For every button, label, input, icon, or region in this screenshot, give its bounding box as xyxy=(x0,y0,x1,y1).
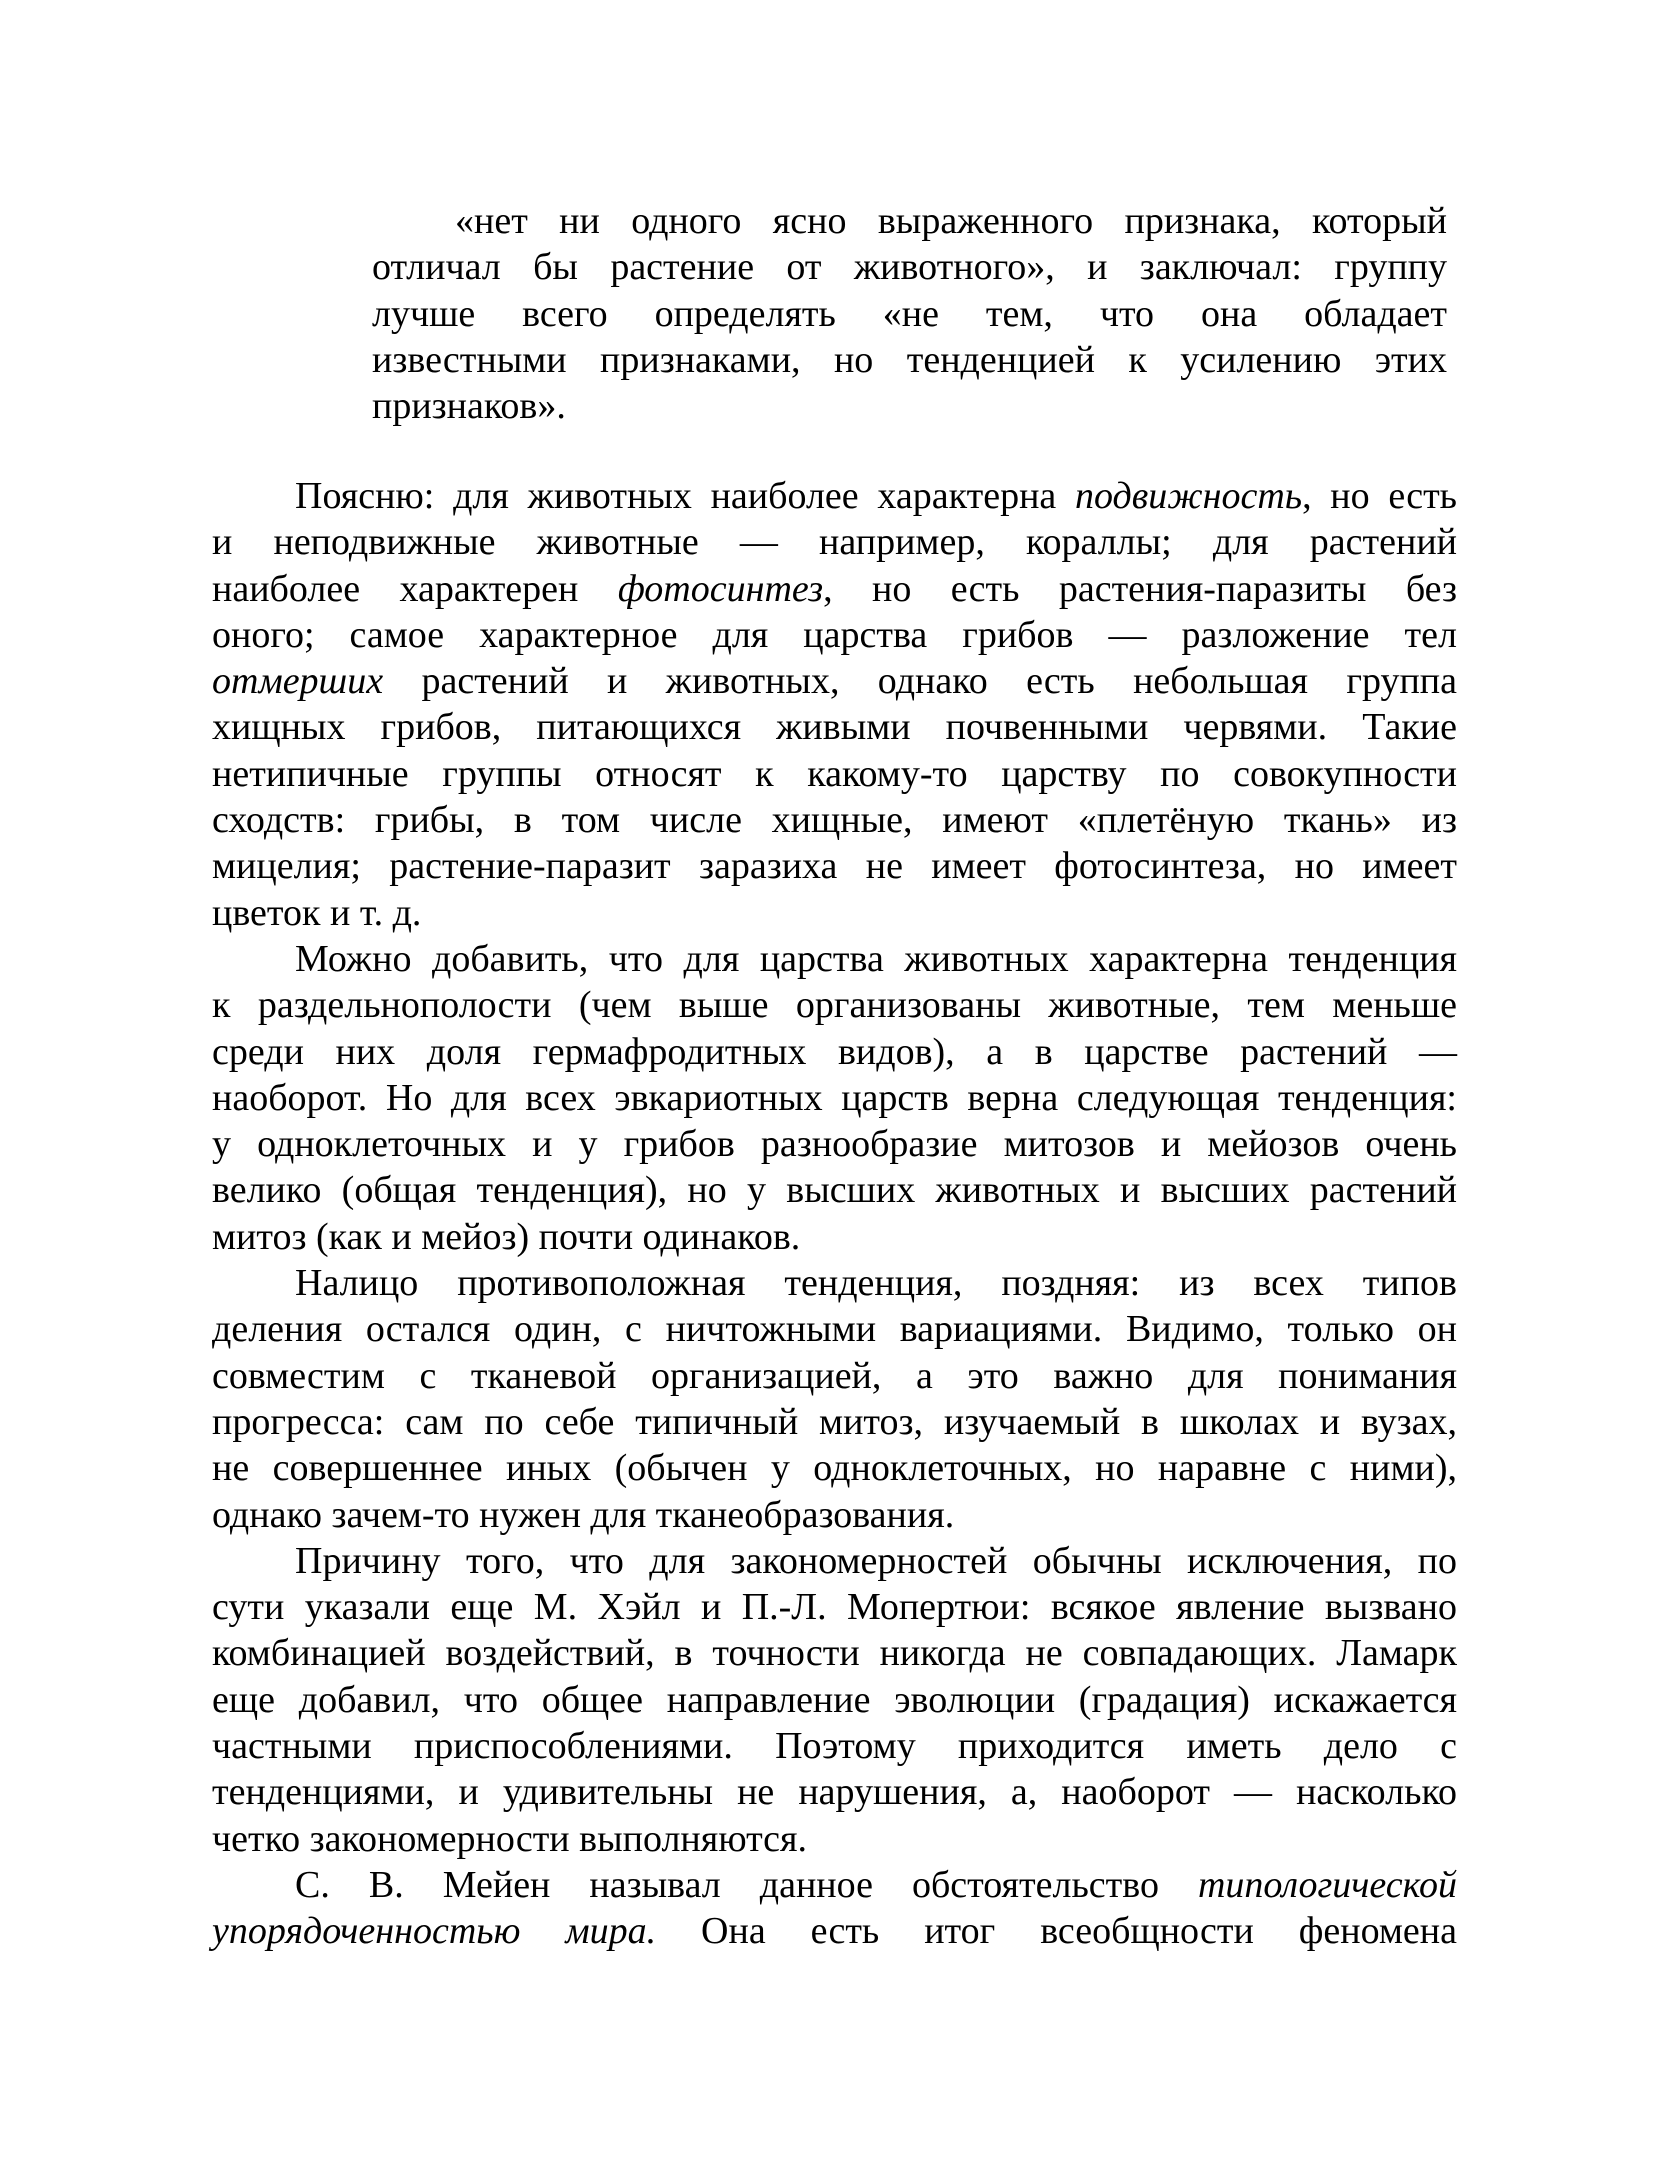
text-segment: хищных грибов, питающихся живыми почвенными червями. Такие xyxy=(212,706,1457,749)
text-segment: мицелия; растение-паразит заразиха не имеет фотосинтеза, но имеет xyxy=(212,845,1457,888)
text-line xyxy=(212,566,1457,612)
italic-text: подвижность xyxy=(1075,475,1303,517)
text-segment: отличал бы растение от животного», и заключал: группу xyxy=(372,246,1447,289)
text-segment: комбинацией воздействий, в точности никогда не совпадающих. Ламарк xyxy=(212,1632,1457,1675)
text-line xyxy=(212,890,1457,936)
text-line xyxy=(372,198,1447,244)
text-segment: растений и животных, однако есть небольшая группа xyxy=(383,660,1457,703)
text-segment: Поясню: для животных наиболее характерна xyxy=(295,475,1076,517)
text-line xyxy=(212,1862,1457,1908)
text-segment: не совершеннее иных (обычен у одноклеточных, но наравне с ними), xyxy=(212,1447,1457,1490)
text-line xyxy=(212,843,1457,889)
paragraph xyxy=(212,1538,1457,1862)
text-line xyxy=(212,1630,1457,1676)
text-segment: еще добавил, что общее направление эволюции (градация) искажается xyxy=(212,1678,1457,1721)
text-segment: С. В. Мейен называл данное обстоятельство xyxy=(295,1863,1198,1906)
text-segment: сходств: грибы, в том числе хищные, имеют «плетёную ткань» из xyxy=(212,799,1457,842)
text-line xyxy=(212,1908,1457,1954)
text-line xyxy=(212,1306,1457,1352)
text-line xyxy=(212,1353,1457,1399)
text-line xyxy=(212,704,1457,750)
text-segment: Причину того, что для закономерностей обычны исключения, по xyxy=(295,1539,1457,1582)
body-text xyxy=(212,473,1457,1955)
text-line xyxy=(212,1584,1457,1630)
text-segment: совместим с тканевой организацией, а это важно для понимания xyxy=(212,1354,1457,1397)
text-line xyxy=(212,1723,1457,1769)
text-line xyxy=(212,1260,1457,1306)
text-line xyxy=(212,1769,1457,1815)
quote-paragraph xyxy=(372,198,1447,429)
text-segment: , но есть xyxy=(1302,475,1458,517)
text-line xyxy=(212,1677,1457,1723)
text-line xyxy=(212,1816,1457,1862)
text-line xyxy=(212,473,1457,519)
text-segment: тенденциями, и удивительны не нарушения, а, наоборот — насколько xyxy=(212,1771,1457,1814)
text-line xyxy=(212,1445,1457,1491)
italic-text: отмерших xyxy=(212,660,384,703)
text-segment: наиболее характерен xyxy=(212,567,618,610)
blockquote xyxy=(372,198,1447,429)
text-line xyxy=(212,751,1457,797)
text-segment: Она есть итог всеобщности феномена xyxy=(656,1910,1457,1953)
text-segment: велико (общая тенденция), но у высших животных и высших растений xyxy=(212,1169,1457,1212)
text-line xyxy=(212,658,1457,704)
text-line xyxy=(372,337,1447,383)
text-segment: цветок и т. д. xyxy=(212,891,422,934)
text-line xyxy=(212,982,1457,1028)
text-line xyxy=(372,244,1447,290)
text-segment: признаков». xyxy=(372,385,566,428)
text-line xyxy=(212,1075,1457,1121)
text-segment: оного; самое характерное для царства грибов — разложение тел xyxy=(212,613,1457,656)
text-segment: частными приспособлениями. Поэтому приходится иметь дело с xyxy=(212,1725,1457,1768)
paragraph xyxy=(212,473,1457,936)
text-segment: среди них доля гермафродитных видов), а в царстве растений — xyxy=(212,1030,1457,1073)
text-segment: лучше всего определять «не тем, что она обладает xyxy=(372,292,1447,335)
text-segment: , но есть растения-паразиты без xyxy=(823,567,1458,610)
text-line xyxy=(212,1492,1457,1538)
text-line xyxy=(372,383,1447,429)
text-line xyxy=(212,519,1457,565)
text-line xyxy=(212,797,1457,843)
text-line xyxy=(212,1167,1457,1213)
text-segment: у одноклеточных и у грибов разнообразие митозов и мейозов очень xyxy=(212,1123,1457,1166)
paragraph xyxy=(212,1260,1457,1538)
text-line xyxy=(372,291,1447,337)
text-segment: Можно добавить, что для царства животных характерна тенденция xyxy=(295,937,1457,980)
italic-text: фотосинтез xyxy=(617,567,824,610)
text-segment: четко закономерности выполняются. xyxy=(212,1817,808,1860)
text-line xyxy=(212,1121,1457,1167)
paragraph xyxy=(212,1862,1457,1955)
text-segment: Налицо противоположная тенденция, поздняя: из всех типов xyxy=(295,1262,1457,1305)
text-line xyxy=(212,612,1457,658)
italic-text: типологической xyxy=(1197,1863,1457,1906)
text-line xyxy=(212,936,1457,982)
text-segment: деления остался один, с ничтожными вариациями. Видимо, только он xyxy=(212,1308,1457,1351)
text-segment: наоборот. Но для всех эвкариотных царств верна следующая тенденция: xyxy=(212,1076,1457,1119)
text-segment: «нет ни одного ясно выраженного признака, который xyxy=(455,200,1447,242)
text-segment: сути указали еще М. Хэйл и П.-Л. Мопертюи: всякое явление вызвано xyxy=(212,1586,1457,1629)
paragraph xyxy=(212,936,1457,1260)
text-line xyxy=(212,1399,1457,1445)
text-segment: известными признаками, но тенденцией к усилению этих xyxy=(372,338,1447,381)
text-segment: однако зачем-то нужен для тканеобразования. xyxy=(212,1493,955,1536)
text-segment: прогресса: сам по себе типичный митоз, изучаемый в школах и вузах, xyxy=(212,1400,1457,1443)
text-segment: и неподвижные животные — например, кораллы; для растений xyxy=(212,521,1457,564)
italic-text: упорядоченностью мира. xyxy=(212,1910,657,1953)
text-segment: нетипичные группы относят к какому-то царству по совокупности xyxy=(212,752,1457,795)
text-line xyxy=(212,1214,1457,1260)
text-segment: к раздельнополости (чем выше организованы животные, тем меньше xyxy=(212,984,1457,1027)
text-segment: митоз (как и мейоз) почти одинаков. xyxy=(212,1215,801,1258)
text-line xyxy=(212,1538,1457,1584)
text-line xyxy=(212,1029,1457,1075)
